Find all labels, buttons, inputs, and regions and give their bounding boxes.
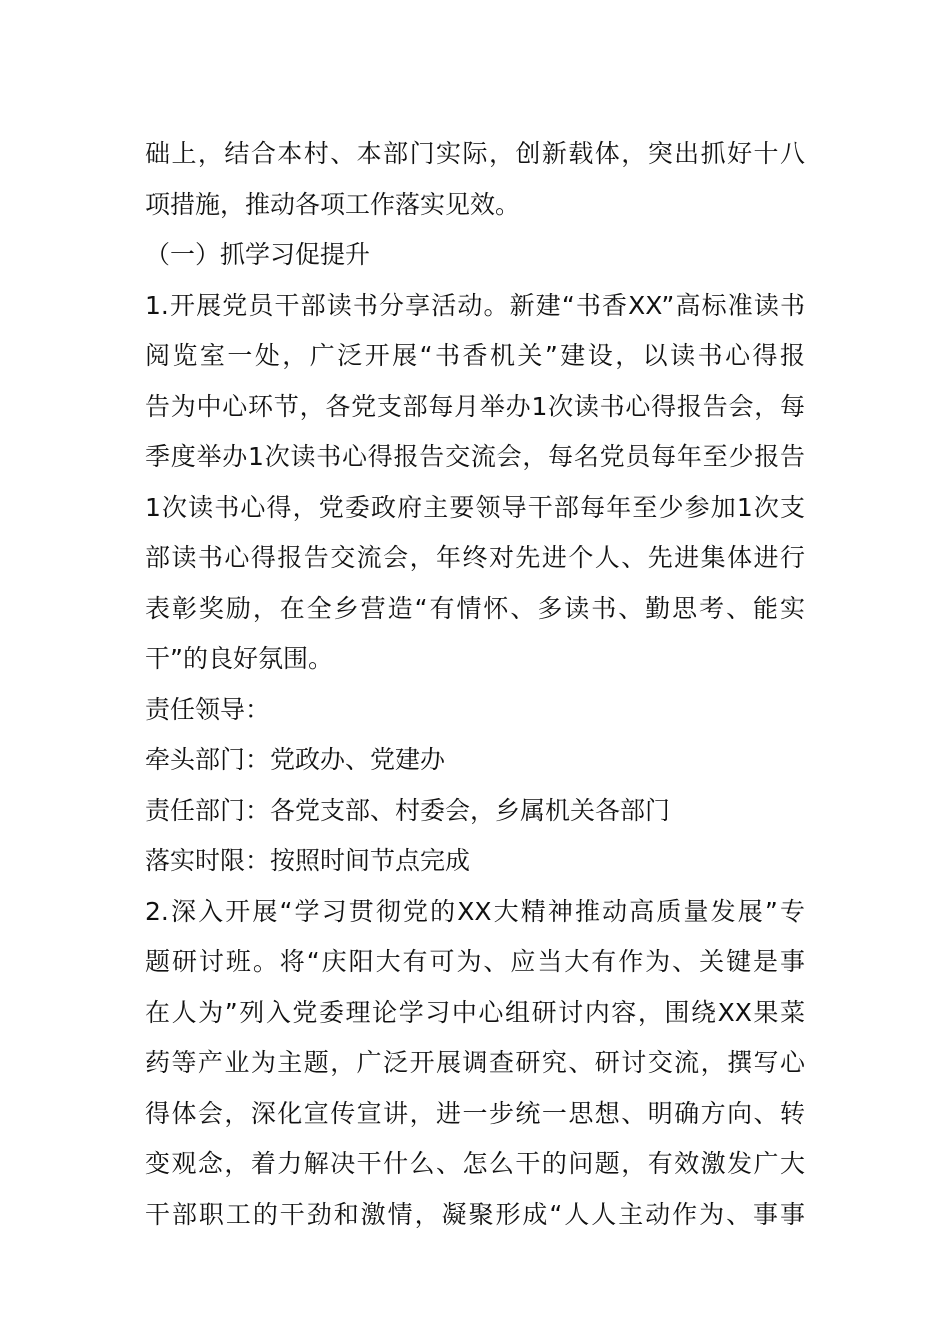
text-line: 项措施，推动各项工作落实见效。 xyxy=(145,189,521,219)
document-body xyxy=(145,129,805,1240)
text-line: 表彰奖励，在全乡营造“有情怀、多读书、勤思考、能实 xyxy=(145,593,805,623)
text-line: 干部职工的干劲和激情，凝聚形成“人人主动作为、事事 xyxy=(145,1199,805,1229)
responsible-leader-line: 责任领导： xyxy=(145,694,271,724)
text-line: 题研讨班。将“庆阳大有可为、应当大有作为、关键是事 xyxy=(145,947,805,976)
text-line: 药等产业为主题，广泛开展调查研究、研讨交流，撰写心 xyxy=(145,1048,805,1077)
text-line: 干”的良好氛围。 xyxy=(145,644,333,673)
responsible-department-line: 责任部门：各党支部、村委会，乡属机关各部门 xyxy=(145,795,671,825)
text-line: 变观念，着力解决干什么、怎么干的问题，有效激发广大 xyxy=(145,1149,805,1178)
text-line: 1次读书心得，党委政府主要领导干部每年至少参加1次支 xyxy=(145,492,805,522)
item-heading-line: 2.深入开展“学习贯彻党的XX大精神推动高质量发展”专 xyxy=(145,896,805,926)
text-line: 告为中心环节，各党支部每月举办1次读书心得报告会，每 xyxy=(145,391,805,421)
text-line: 季度举办1次读书心得报告交流会，每名党员每年至少报告 xyxy=(145,442,805,471)
text-line: 在人为”列入党委理论学习中心组研讨内容，围绕XX果菜 xyxy=(145,997,805,1027)
text-line: 得体会，深化宣传宣讲，进一步统一思想、明确方向、转 xyxy=(145,1098,805,1128)
text-line: 部读书心得报告交流会，年终对先进个人、先进集体进行 xyxy=(145,543,805,572)
text-line: 础上，结合本村、本部门实际，创新载体，突出抓好十八 xyxy=(145,139,805,168)
deadline-line: 落实时限：按照时间节点完成 xyxy=(145,846,471,875)
lead-department-line: 牵头部门：党政办、党建办 xyxy=(145,745,446,774)
item-heading-line: 1.开展党员干部读书分享活动。新建“书香XX”高标准读书 xyxy=(145,290,805,320)
section-heading: （一）抓学习促提升 xyxy=(145,240,371,269)
text-line: 阅览室一处，广泛开展“书香机关”建设，以读书心得报 xyxy=(145,341,805,370)
